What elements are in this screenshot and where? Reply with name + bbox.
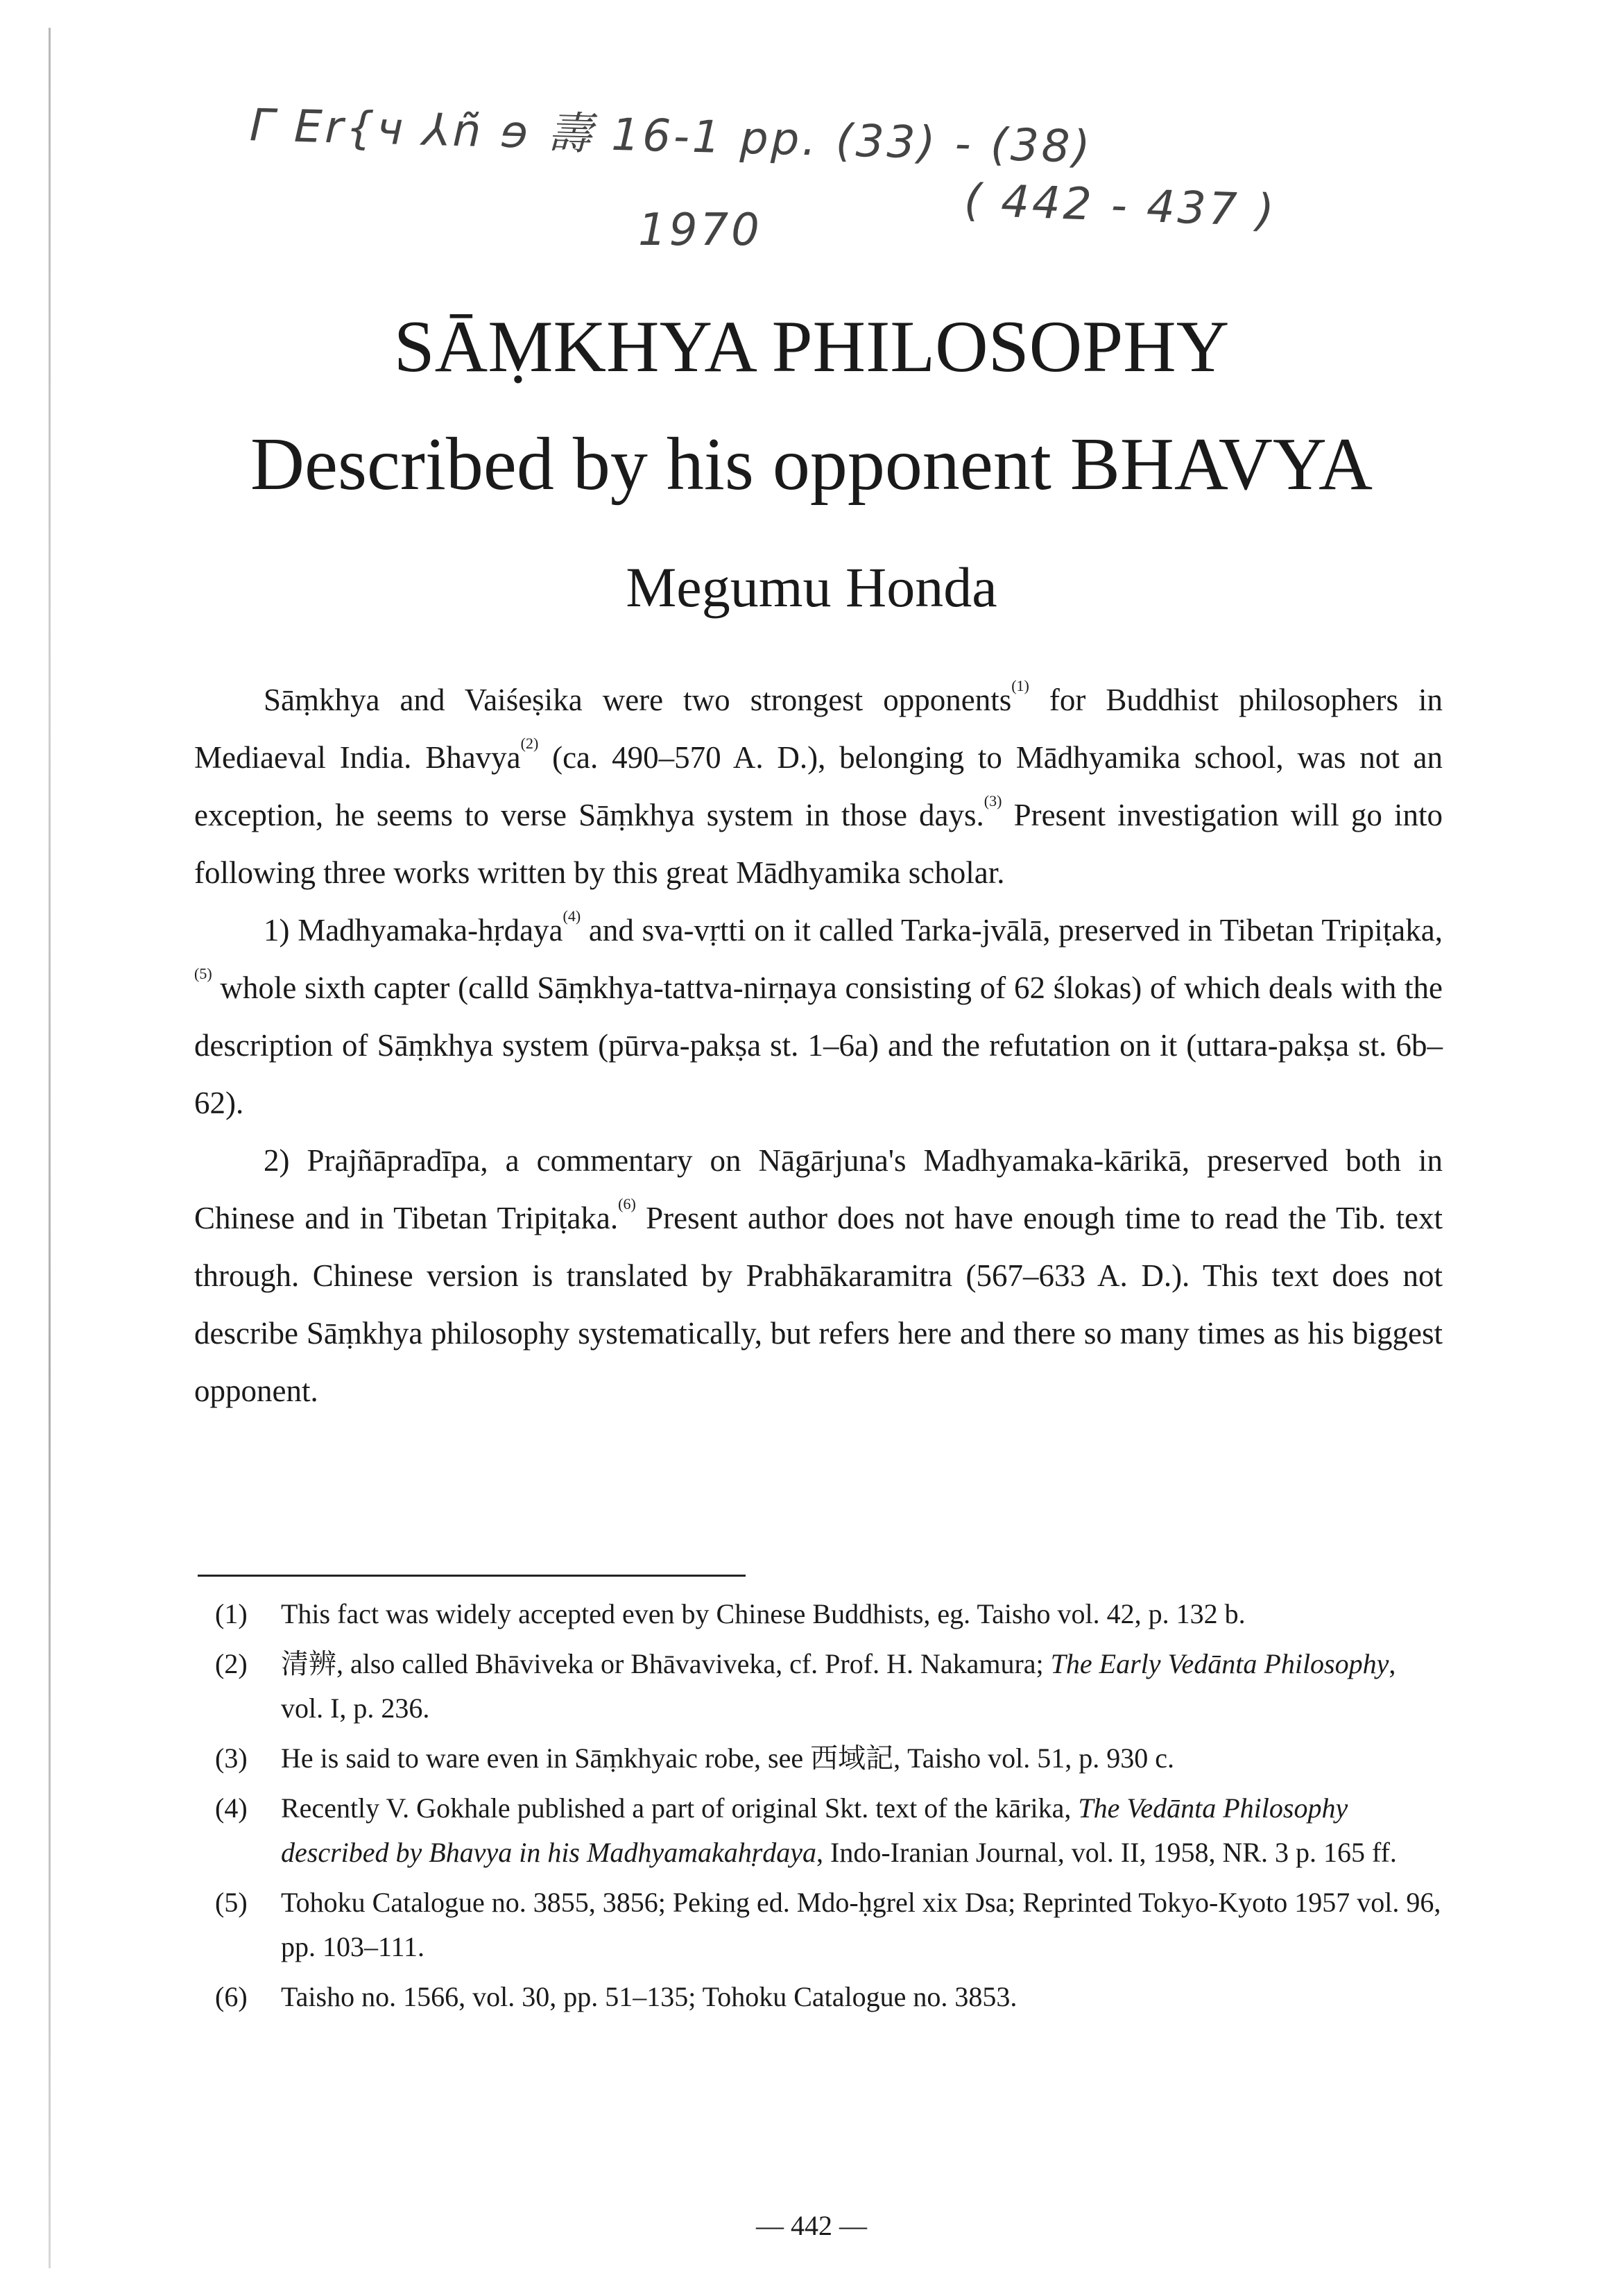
footnote-5: (5) Tohoku Catalogue no. 3855, 3856; Peking ed. Mdo-ḥgrel xix Dsa; Reprinted Tokyo-Kyoto 1957 vol. 96, pp. 103–111. <box>215 1887 1441 1962</box>
author-name: Megumu Honda <box>626 556 997 619</box>
footnote-ref-3: (3) <box>984 792 1002 809</box>
footnote-ref-5: (5) <box>194 965 212 982</box>
page-number: — 442 — <box>756 2210 867 2241</box>
title-line-1: SĀṂKHYA PHILOSOPHY <box>393 306 1230 387</box>
footnote-2: (2) 清辨, also called Bhāviveka or Bhāvaviveka, cf. Prof. H. Nakamura; The Early Vedānta Philosophy, vol. I, p. 236. <box>215 1648 1396 1724</box>
footnote-ref-6: (6) <box>618 1195 636 1213</box>
footnote-ref-4: (4) <box>563 907 581 925</box>
paragraph-intro: Sāṃkhya and Vaiśeṣika were two strongest opponents$^{(1)}$ for Buddhist philosophers in Mediaeval India. Bhavya$^{(2)}$ (ca. 490–570 A. D.), belonging to Mādhyamika school, was not an exception, he seems to verse Sāṃkhya system in those days.$^{(3)}$ Present investigation will go into following three works written by this great Mādhyamika scholar. <box>194 677 1443 890</box>
title-line-2: Described by his opponent BHAVYA <box>250 423 1373 506</box>
paragraph-item-2: 2) Prajñāpradīpa, a commentary on Nāgārjuna's Madhyamaka-kārikā, preserved both in Chinese and in Tibetan Tripiṭaka.$^{(6)}$ Present author does not have enough time to read the Tib. text through. Chinese version is translated by Prabhākaramitra (567–633 A. D.). This text does not describe Sāṃkhya philosophy systematically, but refers here and there so many times as his biggest opponent. <box>194 1143 1443 1408</box>
footnotes <box>208 1592 1443 2025</box>
footnote-4: (4) Recently V. Gokhale published a part of original Skt. text of the kārika, The Vedānta Philosophy described by Bhavya in his Madhyamakahṛdaya, Indo-Iranian Journal, vol. II, 1958, NR. 3 p. 165 ff. <box>215 1792 1397 1868</box>
handwritten-page-range: ( 442 - 437 ) <box>963 175 1278 237</box>
handwritten-year: 1970 <box>638 205 762 256</box>
footnote-ref-1: (1) <box>1011 677 1029 694</box>
paragraph-item-1: 1) Madhyamaka-hṛdaya$^{(4)}$ and sva-vṛtti on it called Tarka-jvālā, preserved in Tibetan Tripiṭaka,$^{(5)}$ whole sixth capter (calld Sāṃkhya-tattva-nirṇaya consisting of 62 ślokas) of which deals with the description of Sāṃkhya system (pūrva-pakṣa st. 1–6a) and the refutation on it (uttara-pakṣa st. 6b–62). <box>194 907 1443 1120</box>
body-text <box>194 671 1443 1420</box>
footnote-3: (3) He is said to ware even in Sāṃkhyaic robe, see 西域記, Taisho vol. 51, p. 930 c. <box>215 1742 1175 1774</box>
footnote-divider <box>198 1575 746 1577</box>
footnote-ref-2: (2) <box>520 735 539 752</box>
footnote-6: (6) Taisho no. 1566, vol. 30, pp. 51–135; Tohoku Catalogue no. 3853. <box>215 1981 1017 2012</box>
handwritten-citation: Γ Er{ч ⅄ñ ɘ 壽 16-1 pp. (33) - (38) <box>249 100 1094 173</box>
footnote-1: (1) This fact was widely accepted even by Chinese Buddhists, eg. Taisho vol. 42, p. 132 b. <box>215 1598 1246 1629</box>
